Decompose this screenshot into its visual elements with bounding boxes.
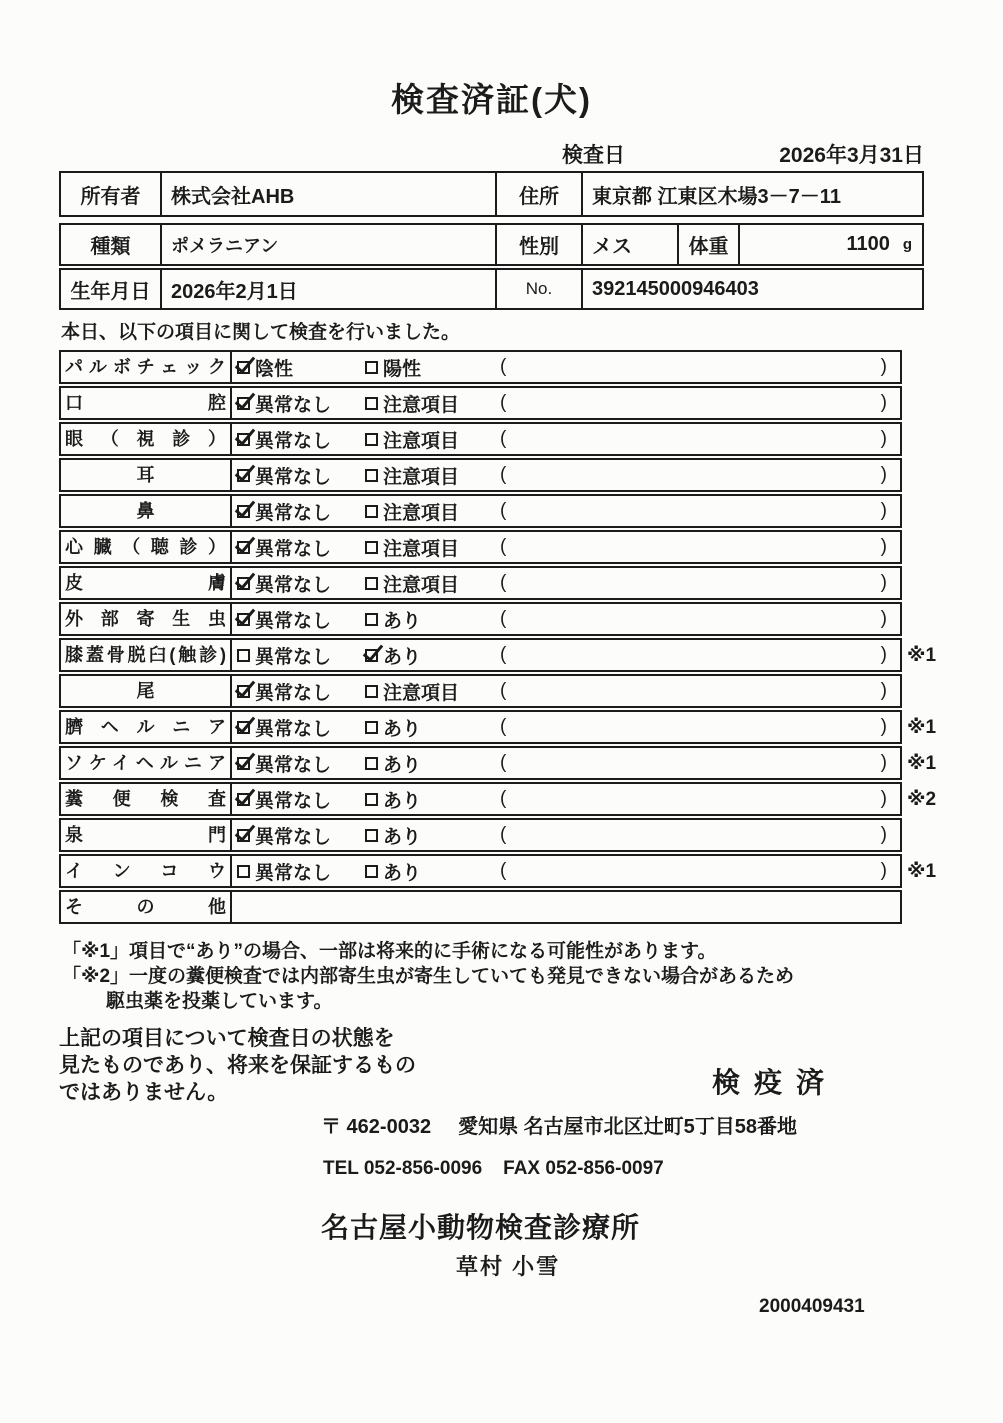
exam-row-nose — [59, 494, 939, 528]
result-option-2: 注意項目 — [365, 498, 500, 525]
footnote-2-line1: 「※2」一度の糞便検査では内部寄生虫が寄生していても発見できない場合があるため — [62, 966, 795, 987]
exam-item-label: 外部寄生虫 — [61, 604, 232, 634]
checkbox-icon — [365, 721, 378, 734]
paren-close: ) — [880, 788, 887, 809]
checkbox-icon — [365, 757, 378, 770]
exam-item-label: 鼻 — [61, 496, 232, 526]
result-option-2: あり — [365, 606, 500, 633]
clinic-address-row — [321, 1110, 924, 1139]
inspection-date-row — [59, 141, 924, 169]
result-option-1: 異常なし — [237, 786, 365, 813]
checkbox-icon — [237, 613, 250, 626]
result-option-2: 注意項目 — [365, 390, 500, 417]
result-option-1: 異常なし — [237, 642, 365, 669]
breed-label: 種類 — [61, 225, 162, 264]
checkbox-icon — [237, 685, 250, 698]
disclaimer-and-stamp — [59, 1025, 924, 1106]
exam-row-tail — [59, 674, 939, 708]
exam-item-label: 泉門 — [61, 820, 232, 850]
exam-item-label: 皮膚 — [61, 568, 232, 598]
page-title: 検査済証(犬) — [391, 81, 592, 118]
clinic-address: 愛知県 名古屋市北区辻町5丁目58番地 — [458, 1116, 798, 1138]
exam-row-patella — [59, 638, 939, 672]
result-option-2: 注意項目 — [365, 462, 500, 489]
checkbox-icon — [365, 469, 378, 482]
note-ref: ※1 — [907, 644, 937, 666]
weight-label: 体重 — [679, 225, 740, 264]
quarantine-stamp: 検疫済 — [711, 1067, 838, 1098]
paren-open: ( — [500, 572, 507, 593]
paren-close: ) — [880, 428, 887, 449]
checkbox-icon — [365, 613, 378, 626]
paren-close: ) — [880, 572, 887, 593]
intro-text: 本日、以下の項目に関して検査を行いました。 — [61, 322, 461, 343]
note-ref: ※2 — [907, 788, 937, 810]
checkbox-icon — [365, 685, 378, 698]
result-option-2: 注意項目 — [365, 570, 500, 597]
checkbox-icon — [237, 577, 250, 590]
inspection-date-value: 2026年3月31日 — [779, 144, 924, 167]
checkbox-icon — [237, 505, 250, 518]
result-option-2: あり — [365, 642, 500, 669]
result-option-2: あり — [365, 858, 500, 885]
paren-close: ) — [880, 464, 887, 485]
exam-item-label: その他 — [61, 892, 232, 922]
paren-open: ( — [500, 392, 507, 413]
checkbox-icon — [237, 793, 250, 806]
checkbox-icon — [237, 541, 250, 554]
result-option-1: 異常なし — [237, 534, 365, 561]
checkbox-icon — [237, 361, 250, 374]
owner-address-value: 東京都 江東区木場3－7－11 — [592, 185, 841, 208]
paren-open: ( — [500, 824, 507, 845]
paren-close: ) — [880, 644, 887, 665]
result-option-1: 異常なし — [237, 390, 365, 417]
exam-item-label: ソケイヘルニア — [61, 748, 232, 778]
exam-item-label: インコウ — [61, 856, 232, 886]
paren-open: ( — [500, 356, 507, 377]
exam-item-label: 耳 — [61, 460, 232, 490]
exam-table — [59, 350, 937, 924]
owner-address-label: 住所 — [497, 173, 583, 215]
owner-value: 株式会社AHB — [162, 173, 497, 215]
paren-close: ) — [880, 536, 887, 557]
paren-open: ( — [500, 644, 507, 665]
result-option-2: あり — [365, 750, 500, 777]
note-ref: ※1 — [907, 860, 937, 882]
id-number-value: 392145000946403 — [592, 277, 759, 300]
checkbox-icon — [237, 865, 250, 878]
result-option-2: あり — [365, 822, 500, 849]
sex-value: メス — [583, 225, 679, 264]
disclaimer-text: 上記の項目について検査日の状態を 見たものであり、将来を保証するもの ではありません。 — [59, 1027, 416, 1104]
result-option-1: 異常なし — [237, 498, 365, 525]
result-option-2: 陽性 — [365, 354, 500, 381]
checkbox-icon — [237, 757, 250, 770]
clinic-fax: FAX 052-856-0097 — [503, 1158, 664, 1179]
paren-open: ( — [500, 716, 507, 737]
checkbox-icon — [365, 361, 378, 374]
result-option-2: あり — [365, 714, 500, 741]
exam-item-label: 臍ヘルニア — [61, 712, 232, 742]
result-option-1: 異常なし — [237, 426, 365, 453]
result-option-1: 異常なし — [237, 462, 365, 489]
breed-value: ポメラニアン — [162, 225, 497, 264]
exam-row-fecal-exam — [59, 782, 939, 816]
exam-item-label: 口腔 — [61, 388, 232, 418]
checkbox-icon — [237, 649, 250, 662]
paren-open: ( — [500, 464, 507, 485]
note-ref: ※1 — [907, 752, 937, 774]
checkbox-icon — [365, 433, 378, 446]
result-option-2: 注意項目 — [365, 678, 500, 705]
checkbox-icon — [237, 829, 250, 842]
exam-row-skin — [59, 566, 939, 600]
paren-close: ) — [880, 500, 887, 521]
note-ref: ※1 — [907, 716, 937, 738]
owner-table — [59, 171, 924, 217]
serial-number: 2000409431 — [759, 1296, 865, 1317]
exam-row-umbilical-hernia — [59, 710, 939, 744]
paren-close: ) — [880, 752, 887, 773]
footnote-1: 「※1」項目で“あり”の場合、一部は将来的に手術になる可能性があります。 — [62, 941, 717, 962]
checkbox-icon — [237, 433, 250, 446]
exam-item-label: 尾 — [61, 676, 232, 706]
result-option-1: 異常なし — [237, 750, 365, 777]
checkbox-icon — [365, 649, 378, 662]
weight-number: 1100 — [846, 233, 890, 255]
checkbox-icon — [365, 397, 378, 410]
paren-open: ( — [500, 500, 507, 521]
pet-info-table — [59, 223, 924, 266]
checkbox-icon — [365, 541, 378, 554]
clinic-name: 名古屋小動物検査診療所 — [321, 1212, 641, 1243]
exam-row-fontanelle — [59, 818, 939, 852]
checkbox-icon — [365, 577, 378, 590]
exam-item-label: 膝蓋骨脱臼(触診) — [61, 640, 232, 670]
exam-item-label: 糞便検査 — [61, 784, 232, 814]
result-option-2: 注意項目 — [365, 426, 500, 453]
exam-row-ears — [59, 458, 939, 492]
footnote-2-line2: 駆虫薬を投薬しています。 — [106, 991, 333, 1012]
clinic-tel: TEL 052-856-0096 — [323, 1158, 483, 1179]
paren-close: ) — [880, 680, 887, 701]
result-option-1: 異常なし — [237, 714, 365, 741]
sex-label: 性別 — [497, 225, 583, 264]
result-option-1: 陰性 — [237, 354, 365, 381]
checkbox-icon — [365, 505, 378, 518]
birthdate-label: 生年月日 — [61, 270, 162, 308]
paren-open: ( — [500, 536, 507, 557]
paren-close: ) — [880, 860, 887, 881]
paren-open: ( — [500, 752, 507, 773]
clinic-postal-code: 〒 462-0032 — [321, 1116, 432, 1138]
checkbox-icon — [365, 793, 378, 806]
result-option-2: 注意項目 — [365, 534, 500, 561]
exam-item-label: パルボチェック — [61, 352, 232, 382]
exam-row-mouth — [59, 386, 939, 420]
birth-id-table — [59, 268, 924, 310]
paren-open: ( — [500, 428, 507, 449]
checkbox-icon — [237, 721, 250, 734]
paren-close: ) — [880, 716, 887, 737]
result-option-1: 異常なし — [237, 858, 365, 885]
veterinarian-name: 草村 小雪 — [456, 1254, 561, 1279]
id-number-label: No. — [497, 270, 583, 308]
result-option-2: あり — [365, 786, 500, 813]
paren-open: ( — [500, 788, 507, 809]
owner-label: 所有者 — [61, 173, 162, 215]
exam-row-inkou — [59, 854, 939, 888]
paren-close: ) — [880, 392, 887, 413]
exam-item-label: 眼（視診） — [61, 424, 232, 454]
paren-close: ) — [880, 824, 887, 845]
weight-unit: g — [902, 236, 912, 253]
exam-row-parvo — [59, 350, 939, 384]
exam-row-heart — [59, 530, 939, 564]
clinic-phone-row — [323, 1158, 924, 1180]
exam-row-eyes — [59, 422, 939, 456]
checkbox-icon — [365, 865, 378, 878]
checkbox-icon — [237, 397, 250, 410]
result-option-1: 異常なし — [237, 678, 365, 705]
inspection-date-label: 検査日 — [562, 144, 625, 167]
result-option-1: 異常なし — [237, 606, 365, 633]
checkbox-icon — [365, 829, 378, 842]
exam-row-inguinal-hernia — [59, 746, 939, 780]
exam-row-other — [59, 890, 939, 924]
weight-value — [740, 225, 922, 264]
paren-close: ) — [880, 608, 887, 629]
checkbox-icon — [237, 469, 250, 482]
paren-open: ( — [500, 608, 507, 629]
paren-open: ( — [500, 860, 507, 881]
paren-open: ( — [500, 680, 507, 701]
birthdate-value: 2026年2月1日 — [162, 270, 497, 308]
exam-item-label: 心臓（聴診） — [61, 532, 232, 562]
result-option-1: 異常なし — [237, 570, 365, 597]
result-option-1: 異常なし — [237, 822, 365, 849]
paren-close: ) — [880, 356, 887, 377]
exam-row-external-parasites — [59, 602, 939, 636]
